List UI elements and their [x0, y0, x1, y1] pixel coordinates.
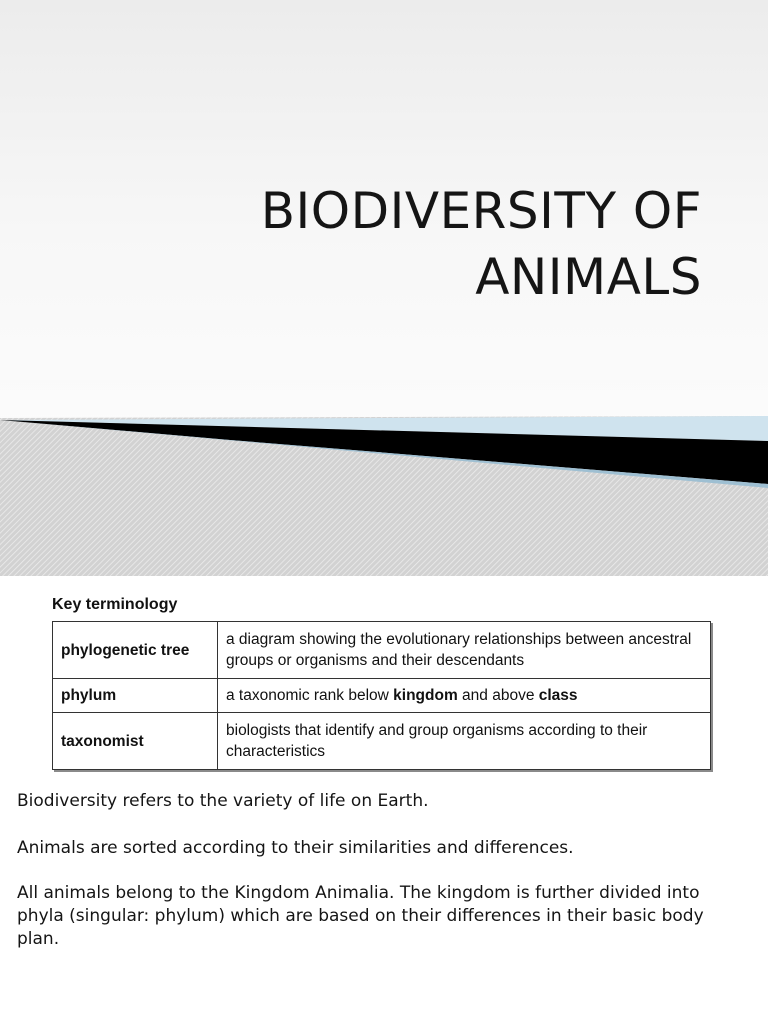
slide-title-line-2: ANIMALS	[475, 248, 702, 306]
paragraph-sorting: Animals are sorted according to their similarities and differences.	[17, 838, 574, 858]
definition-cell	[218, 679, 711, 713]
definition-bold-class: class	[538, 687, 578, 704]
definition-cell: biologists that identify and group organisms according to their characteristics	[218, 713, 711, 770]
definition-text: and above	[457, 687, 539, 704]
slide-title-line-1: BIODIVERSITY OF	[260, 182, 702, 240]
decorative-stripes	[0, 380, 768, 576]
table-row	[53, 679, 711, 713]
slide-title	[142, 178, 702, 310]
term-cell: phylum	[53, 679, 218, 713]
paragraph-biodiversity: Biodiversity refers to the variety of life on Earth.	[17, 791, 429, 811]
key-terminology-heading: Key terminology	[52, 596, 178, 613]
term-cell: phylogenetic tree	[53, 622, 218, 679]
definition-cell: a diagram showing the evolutionary relationships between ancestral groups or organisms and their descendants	[218, 622, 711, 679]
key-terminology-table	[52, 621, 711, 770]
definition-text: a taxonomic rank below	[226, 687, 394, 704]
term-cell: taxonomist	[53, 713, 218, 770]
definition-bold-kingdom: kingdom	[393, 687, 458, 704]
paragraph-kingdom: All animals belong to the Kingdom Animalia. The kingdom is further divided into phyla (singular: phylum) which are based on their differences in their basic body plan.	[17, 883, 704, 949]
table-row	[53, 622, 711, 679]
table-row	[53, 713, 711, 770]
